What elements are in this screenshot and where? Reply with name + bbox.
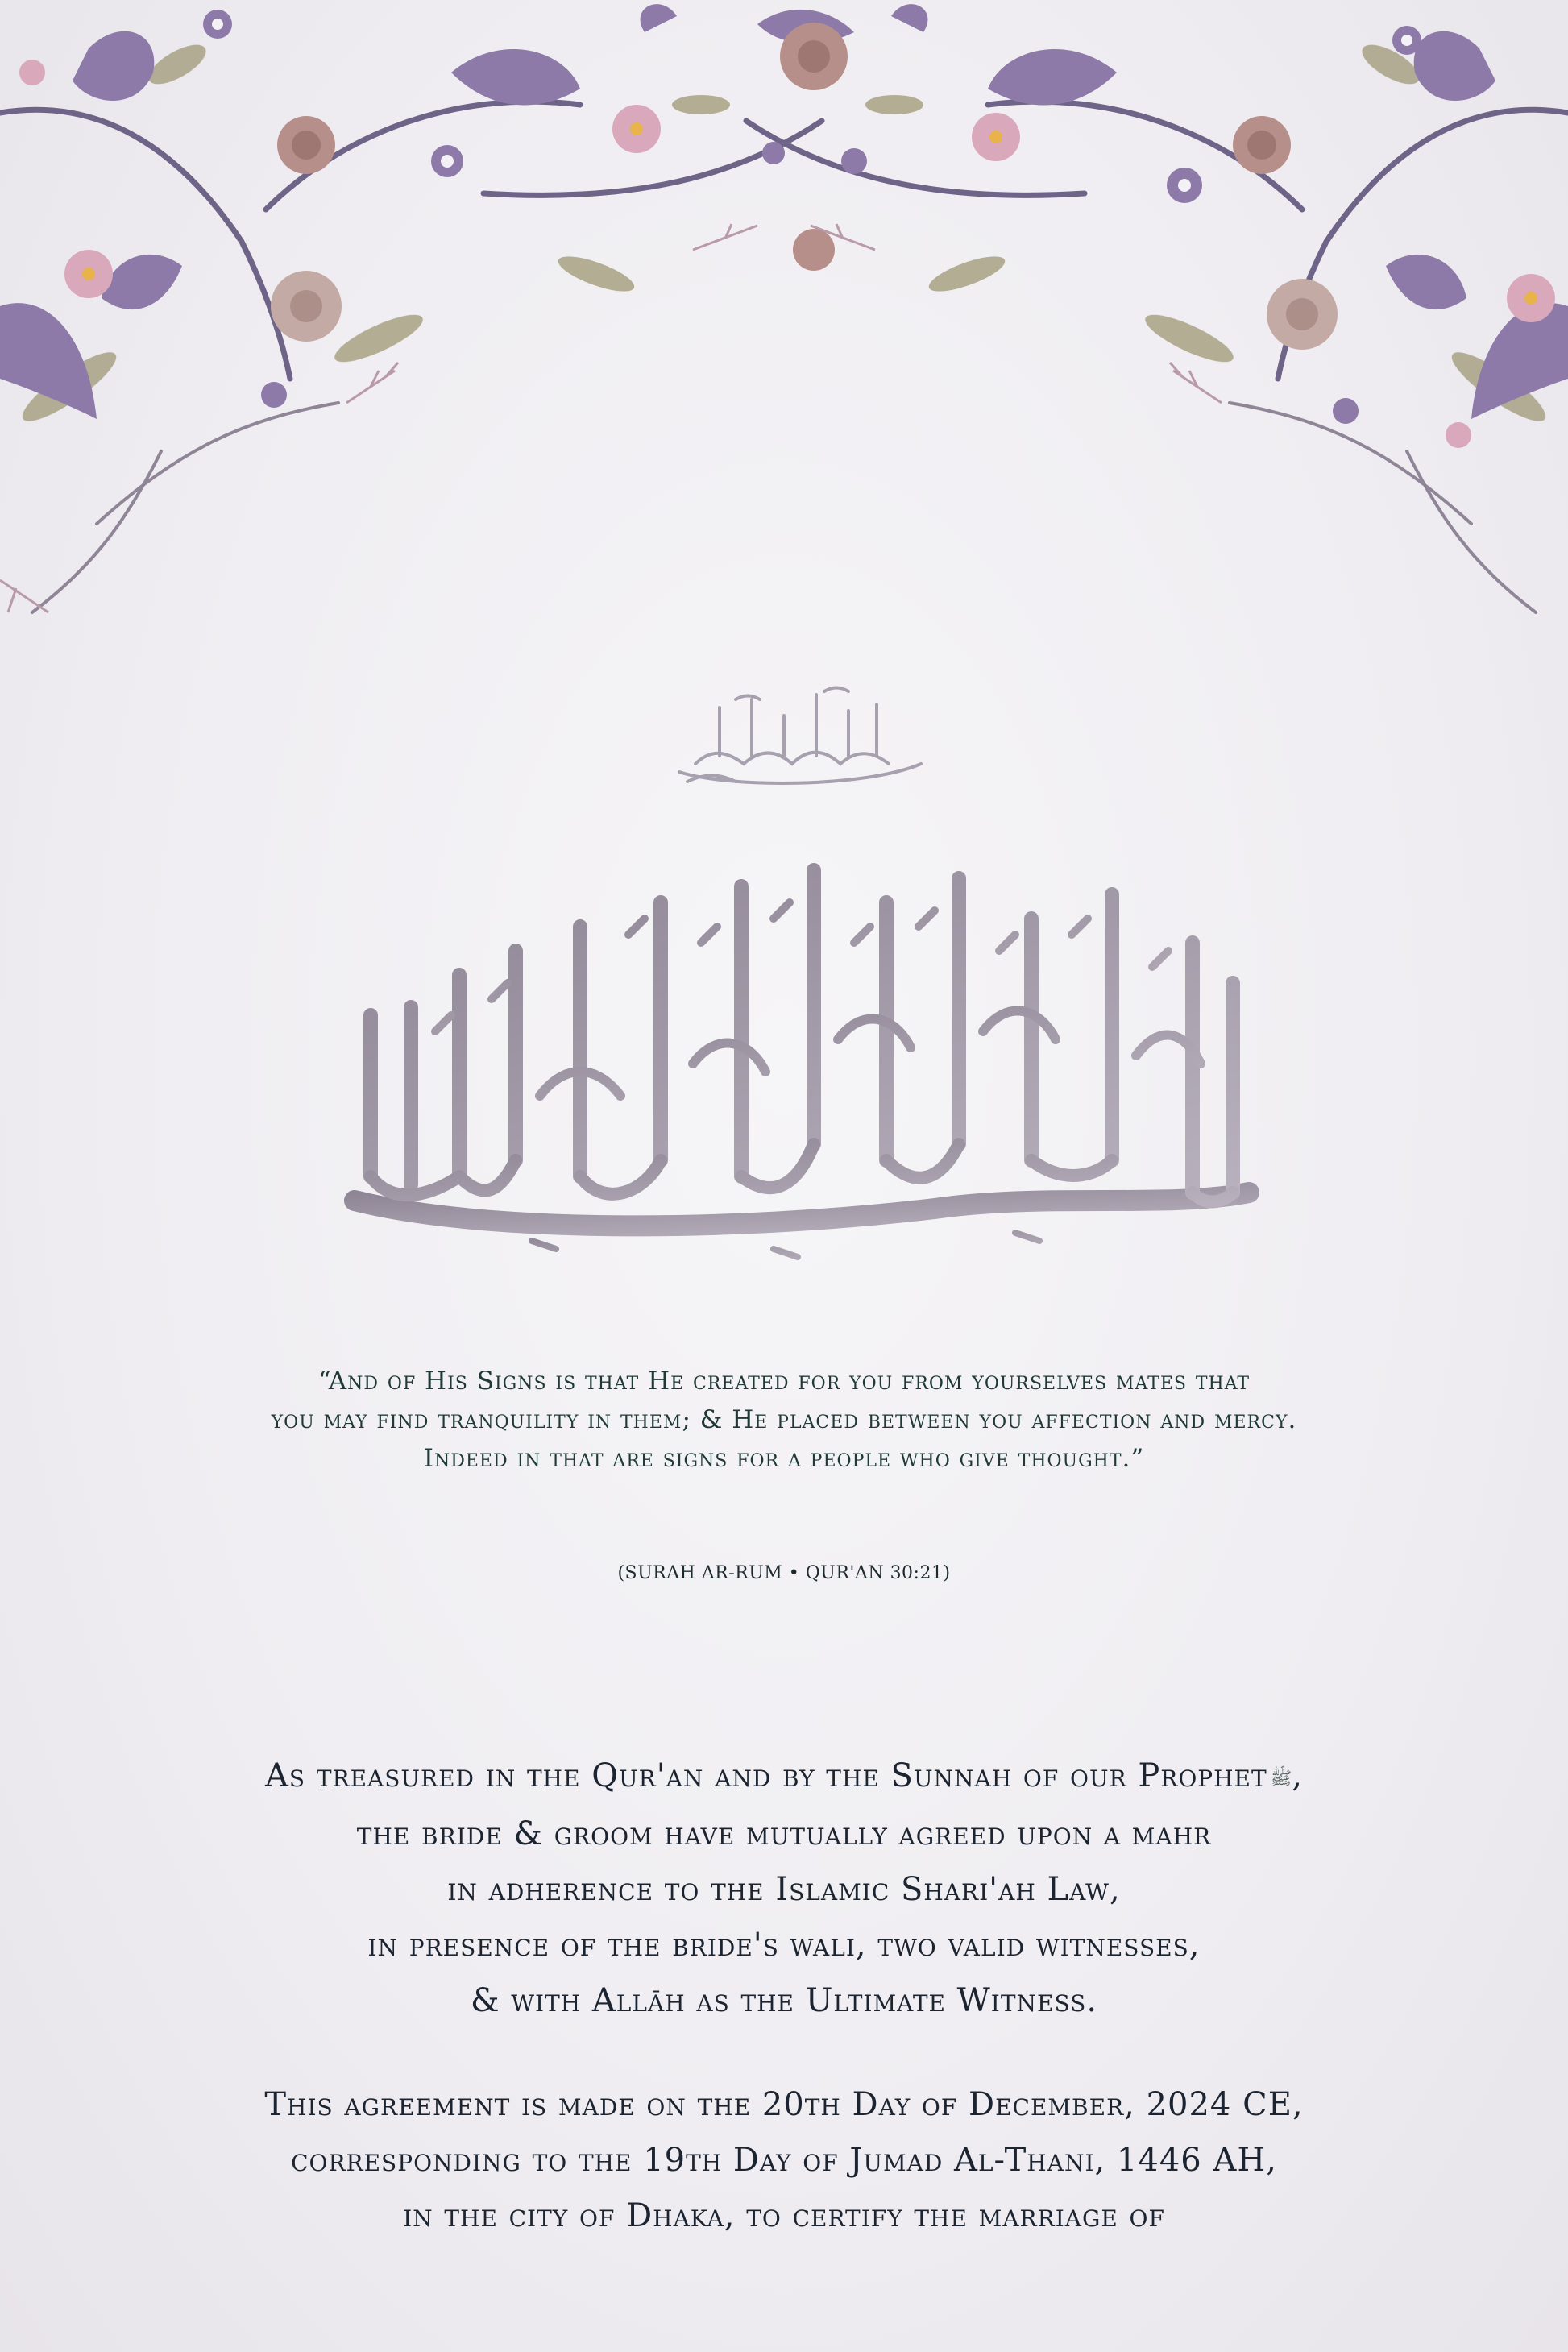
- agreement-line: the bride & groom have mutually agreed upon a mahr: [356, 1815, 1212, 1852]
- agreement-line: in presence of the bride's wali, two valid witnesses,: [367, 1926, 1201, 1964]
- agreement-line-text: As treasured in the Qur'an and by the Sunnah of our Prophet: [265, 1757, 1267, 1794]
- date-line: in the city of Dhaka, to certify the marriage of: [403, 2196, 1165, 2234]
- paragraph-spacer: [0, 2029, 1568, 2077]
- agreement-line: in adherence to the Islamic Shari'ah Law,: [447, 1870, 1121, 1908]
- agreement-text: [0, 1748, 1568, 2244]
- verse-citation: (SURAH AR-RUM • QUR'AN 30:21): [617, 1563, 951, 1583]
- date-line: corresponding to the 19th Day of Jumad Al-Thani, 1446 AH,: [291, 2141, 1277, 2179]
- date-line: This agreement is made on the 20th Day of December, 2024 CE,: [264, 2085, 1304, 2123]
- floral-arch-icon: [0, 0, 1568, 693]
- verse-line: you may find tranquility in them; & He placed between you affection and mercy.: [271, 1405, 1297, 1434]
- pbuh-honorific-icon: ﷺ: [1270, 1768, 1292, 1789]
- agreement-line: & with Allāh as the Ultimate Witness.: [470, 1981, 1098, 2019]
- agreement-line-punctuation: ,: [1292, 1757, 1303, 1794]
- verse-line: “And of His Signs is that He created for you from yourselves mates that: [317, 1367, 1251, 1396]
- verse-line: Indeed in that are signs for a people who give thought.”: [423, 1444, 1145, 1473]
- verse-calligraphy-icon: [322, 854, 1281, 1289]
- agreement-line: [0, 1748, 1568, 1807]
- bismillah-calligraphy-icon: [663, 675, 937, 796]
- verse-translation: [0, 1362, 1568, 1478]
